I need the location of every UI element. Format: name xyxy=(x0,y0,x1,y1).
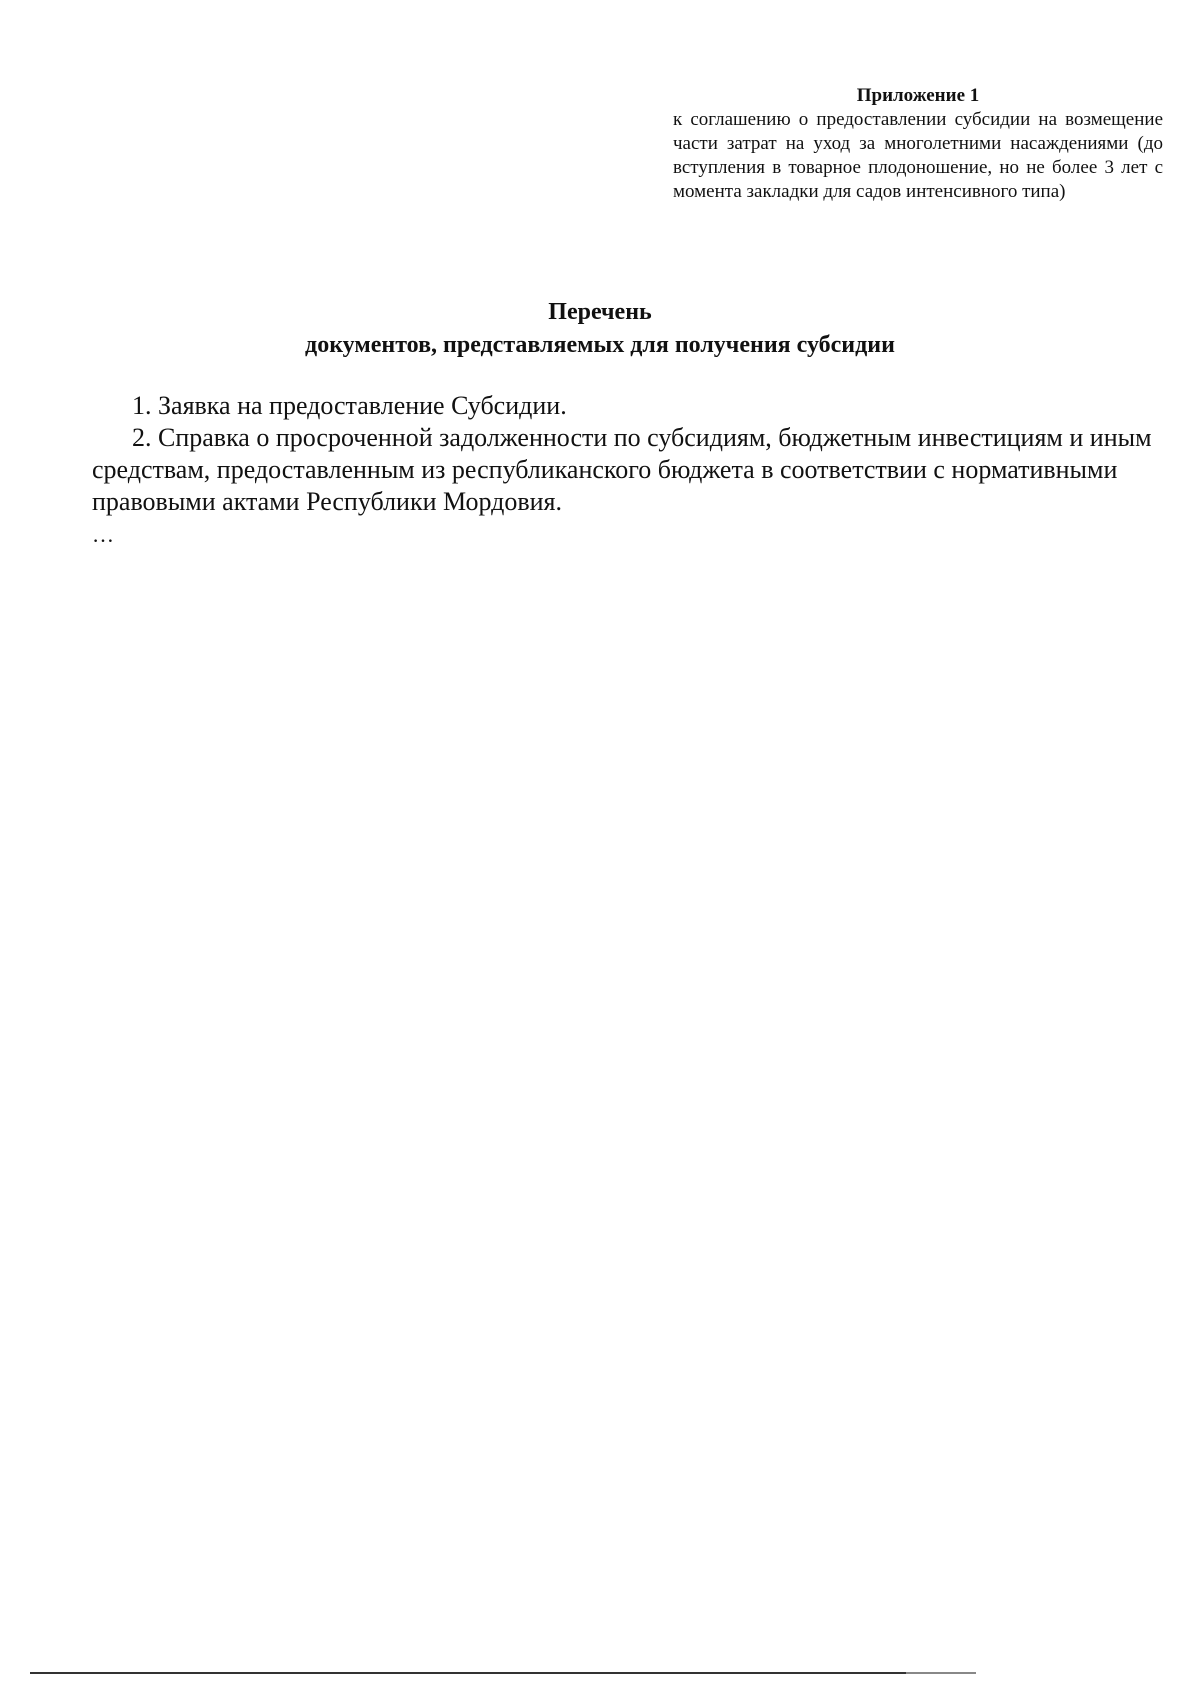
bottom-divider xyxy=(30,1672,906,1674)
document-heading xyxy=(0,296,1200,362)
appendix-description: к соглашению о предоставлении субсидии на возмещение части затрат на уход за многолетними насаждениями (до вступления в товарное плодоношение, но не более 3 лет с момента закладки для садов интенсивного типа) xyxy=(673,109,1163,202)
continuation-ellipsis: … xyxy=(92,522,114,547)
appendix-block xyxy=(673,84,1163,204)
document-list xyxy=(92,390,1152,548)
bottom-divider-tail xyxy=(906,1672,976,1674)
heading-line-2: документов, представляемых для получения субсидии xyxy=(305,332,895,358)
heading-line-1: Перечень xyxy=(548,299,652,325)
list-item-2: 2. Справка о просроченной задолженности по субсидиям, бюджетным инвестициям и иным средствам, предоставленным из республиканского бюджета в соответствии с нормативными правовыми актами Республики Мордовия. xyxy=(92,423,1152,516)
appendix-title: Приложение 1 xyxy=(856,85,980,106)
list-item-1: 1. Заявка на предоставление Субсидии. xyxy=(132,391,567,420)
